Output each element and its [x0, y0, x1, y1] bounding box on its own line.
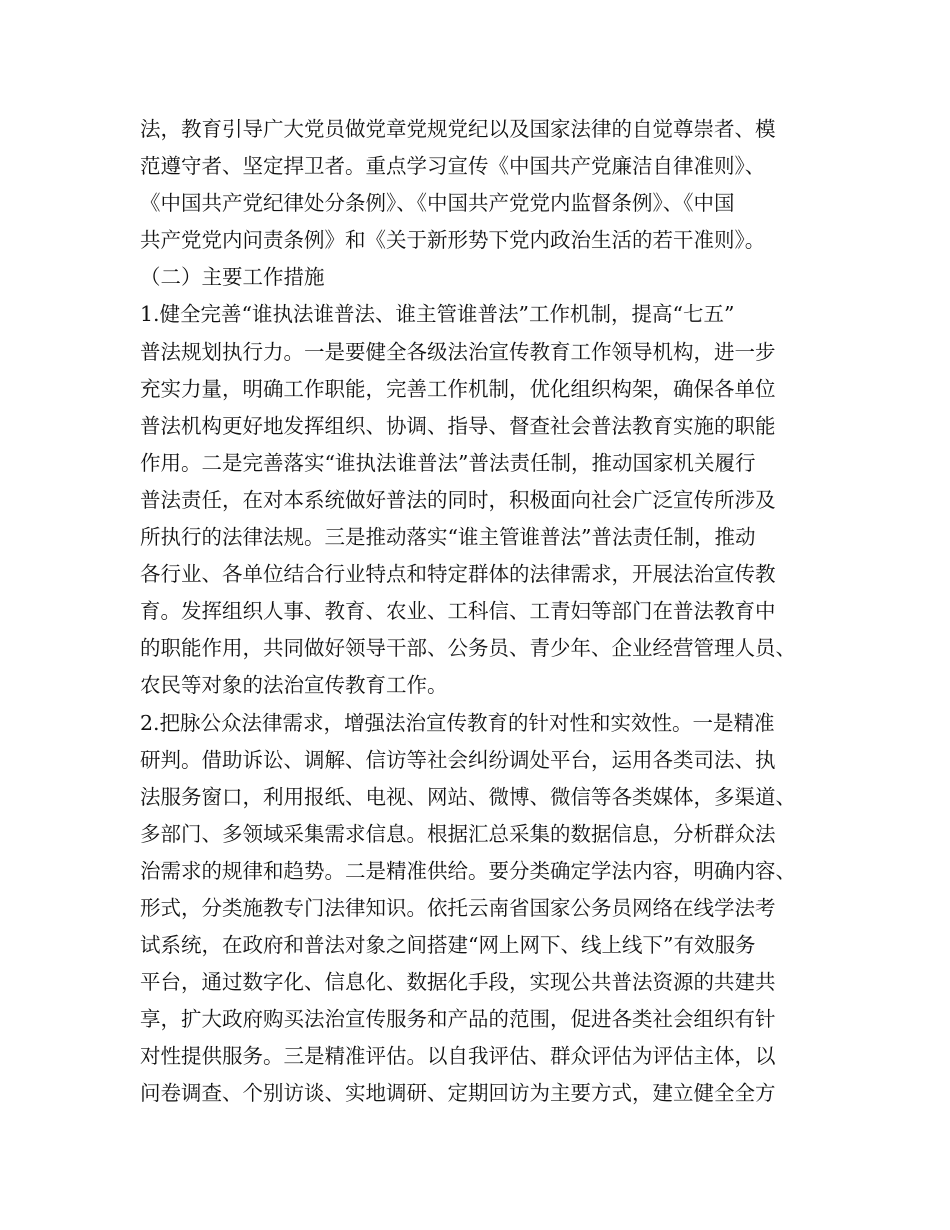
text-line: 1.健全完善“谁执法谁普法、谁主管谁普法”工作机制，提高“七五”: [140, 302, 735, 327]
text-line: 普法规划执行力。一是要健全各级法治宣传教育工作领导机构，进一步: [140, 339, 776, 364]
section-heading: （二）主要工作措施: [140, 265, 325, 290]
text-line: 农民等对象的法治宣传教育工作。: [140, 673, 448, 698]
text-line: 共产党党内问责条例》和《关于新形势下党内政治生活的若干准则》。: [140, 228, 766, 253]
text-line: 问卷调查、个别访谈、实地调研、定期回访为主要方式，建立健全全方: [140, 1081, 776, 1106]
text-line: 所执行的法律法规。三是推动落实“谁主管谁普法”普法责任制，推动: [140, 525, 756, 550]
text-line: 法，教育引导广大党员做党章党规党纪以及国家法律的自觉尊崇者、模: [140, 117, 776, 141]
text-line: 范遵守者、坚定捍卫者。重点学习宣传《中国共产党廉洁自律准则》、: [140, 154, 766, 179]
text-line: 治需求的规律和趋势。二是精准供给。要分类确定学法内容，明确内容、: [140, 858, 796, 883]
text-line: 多部门、多领域采集需求信息。根据汇总采集的数据信息，分析群众法: [140, 821, 776, 846]
text-line: 充实力量，明确工作职能，完善工作机制，优化组织构架，确保各单位: [140, 376, 776, 401]
text-line: 享，扩大政府购买法治宣传服务和产品的范围，促进各类社会组织有针: [140, 1007, 776, 1032]
text-line: 平台，通过数字化、信息化、数据化手段，实现公共普法资源的共建共: [140, 970, 776, 995]
text-line: 对性提供服务。三是精准评估。以自我评估、群众评估为评估主体，以: [140, 1044, 776, 1069]
text-line: 普法责任，在对本系统做好普法的同时，积极面向社会广泛宣传所涉及: [140, 487, 776, 512]
text-line: 普法机构更好地发挥组织、协调、指导、督查社会普法教育实施的职能: [140, 413, 776, 438]
text-line: 法服务窗口，利用报纸、电视、网站、微博、微信等各类媒体，多渠道、: [140, 784, 796, 809]
text-line: 试系统，在政府和普法对象之间搭建“网上网下、线上线下”有效服务: [140, 933, 756, 958]
text-line: 形式，分类施教专门法律知识。依托云南省国家公务员网络在线学法考: [140, 895, 776, 920]
text-line: 研判。借助诉讼、调解、信访等社会纠纷调处平台，运用各类司法、执: [140, 747, 776, 772]
text-line: 各行业、各单位结合行业特点和特定群体的法律需求，开展法治宣传教: [140, 562, 776, 587]
text-line: 《中国共产党纪律处分条例》、《中国共产党党内监督条例》、《中国: [140, 191, 735, 216]
text-line: 作用。二是完善落实“谁执法谁普法”普法责任制，推动国家机关履行: [140, 450, 756, 475]
text-line: 育。发挥组织人事、教育、农业、工科信、工青妇等部门在普法教育中: [140, 599, 776, 624]
document-body: [140, 111, 820, 1113]
text-line: 2.把脉公众法律需求，增强法治宣传教育的针对性和实效性。一是精准: [140, 710, 775, 735]
text-line: 的职能作用，共同做好领导干部、公务员、青少年、企业经营管理人员、: [140, 636, 796, 661]
